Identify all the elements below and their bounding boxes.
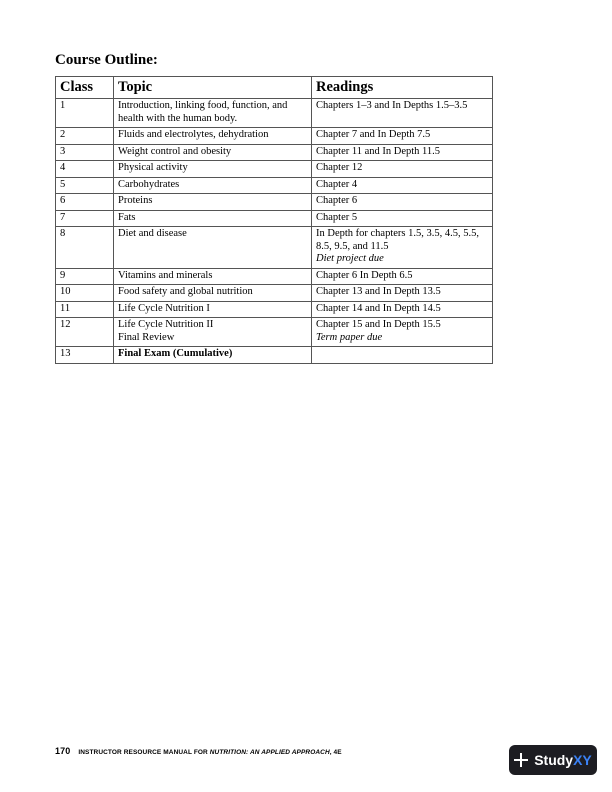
- readings-text: In Depth for chapters 1.5, 3.5, 4.5, 5.5, 8.5, 9.5, and 11.5: [316, 228, 480, 252]
- readings-text: Chapter 12: [316, 162, 363, 173]
- topic-cell: [114, 347, 312, 364]
- readings-text: Chapter 4: [316, 178, 358, 190]
- table-row: [56, 285, 493, 302]
- topic-text: Vitamins and minerals: [118, 269, 213, 281]
- class-number-cell: 8: [56, 227, 114, 269]
- readings-text: Chapter 15 and In Depth 15.5: [316, 319, 441, 330]
- table-row: [56, 347, 493, 364]
- footer-prefix: INSTRUCTOR RESOURCE MANUAL FOR: [78, 749, 210, 756]
- readings-cell: [312, 318, 493, 347]
- topic-cell: [114, 318, 312, 347]
- topic-text: Final Exam (Cumulative): [118, 348, 233, 359]
- plus-icon: [514, 753, 528, 767]
- brand-accent: XY: [573, 752, 592, 768]
- class-number-cell: 13: [56, 347, 114, 364]
- table-row: [56, 227, 493, 269]
- topic-text: Food safety and global nutrition: [118, 286, 253, 297]
- topic-text: Life Cycle Nutrition I: [118, 302, 210, 314]
- class-number-cell: 9: [56, 268, 114, 285]
- topic-cell: [114, 194, 312, 211]
- readings-cell: [312, 285, 493, 302]
- topic-text: Carbohydrates: [118, 178, 180, 190]
- readings-text: Chapter 5: [316, 211, 358, 223]
- table-row: [56, 177, 493, 194]
- topic-text: Physical activity: [118, 162, 188, 173]
- topic-text: Life Cycle Nutrition II: [118, 319, 214, 330]
- due-note: Term paper due: [316, 331, 383, 343]
- page-footer: [55, 746, 342, 756]
- topic-cell: [114, 268, 312, 285]
- readings-cell: [312, 227, 493, 269]
- readings-text: Chapter 13 and In Depth 13.5: [316, 286, 441, 297]
- table-row: [56, 194, 493, 211]
- topic-text-line2: Final Review: [118, 331, 175, 343]
- topic-cell: [114, 144, 312, 161]
- topic-cell: [114, 285, 312, 302]
- topic-text: Introduction, linking food, function, and health with the human body.: [118, 100, 288, 124]
- page-number: 170: [55, 746, 71, 756]
- class-number-cell: 4: [56, 161, 114, 178]
- readings-text: Chapter 14 and In Depth 14.5: [316, 302, 441, 314]
- studyxy-badge[interactable]: [509, 745, 597, 775]
- footer-book-title: NUTRITION: AN APPLIED APPROACH: [209, 749, 330, 756]
- topic-cell: [114, 301, 312, 318]
- class-number-cell: 10: [56, 285, 114, 302]
- topic-cell: [114, 177, 312, 194]
- class-number-cell: 1: [56, 99, 114, 128]
- readings-cell: [312, 210, 493, 227]
- topic-text: Proteins: [118, 195, 153, 206]
- readings-cell: [312, 99, 493, 128]
- class-number-cell: 7: [56, 210, 114, 227]
- readings-cell: [312, 347, 493, 364]
- table-header-row: [56, 77, 493, 99]
- table-row: [56, 99, 493, 128]
- readings-cell: [312, 177, 493, 194]
- topic-text: Diet and disease: [118, 228, 187, 239]
- readings-cell: [312, 194, 493, 211]
- table-row: [56, 301, 493, 318]
- class-number-cell: 6: [56, 194, 114, 211]
- due-note: Diet project due: [316, 253, 384, 264]
- footer-suffix: , 4E: [329, 749, 342, 756]
- table-row: [56, 128, 493, 145]
- readings-cell: [312, 144, 493, 161]
- class-number-cell: 12: [56, 318, 114, 347]
- table-row: [56, 268, 493, 285]
- brand-main: Study: [534, 752, 574, 768]
- course-outline-table: [55, 76, 493, 364]
- class-number-cell: 2: [56, 128, 114, 145]
- topic-text: Fluids and electrolytes, dehydration: [118, 129, 269, 140]
- topic-cell: [114, 210, 312, 227]
- class-number-cell: 3: [56, 144, 114, 161]
- readings-text: Chapter 11 and In Depth 11.5: [316, 145, 441, 157]
- header-readings: Readings: [312, 77, 493, 99]
- topic-cell: [114, 227, 312, 269]
- table-row: [56, 210, 493, 227]
- readings-cell: [312, 268, 493, 285]
- class-number-cell: 11: [56, 301, 114, 318]
- topic-cell: [114, 128, 312, 145]
- readings-text: Chapters 1–3 and In Depths 1.5–3.5: [316, 100, 468, 111]
- readings-cell: [312, 161, 493, 178]
- table-row: [56, 144, 493, 161]
- topic-text: Fats: [118, 211, 136, 223]
- topic-text: Weight control and obesity: [118, 145, 232, 157]
- table-row: [56, 318, 493, 347]
- class-number-cell: 5: [56, 177, 114, 194]
- table-row: [56, 161, 493, 178]
- page-heading: Course Outline:: [55, 52, 158, 68]
- readings-text: Chapter 6: [316, 195, 358, 206]
- readings-text: Chapter 6 In Depth 6.5: [316, 269, 413, 281]
- readings-text: Chapter 7 and In Depth 7.5: [316, 129, 431, 140]
- readings-cell: [312, 128, 493, 145]
- header-topic: Topic: [114, 77, 312, 99]
- topic-cell: [114, 161, 312, 178]
- topic-cell: [114, 99, 312, 128]
- readings-cell: [312, 301, 493, 318]
- header-class: Class: [56, 77, 114, 99]
